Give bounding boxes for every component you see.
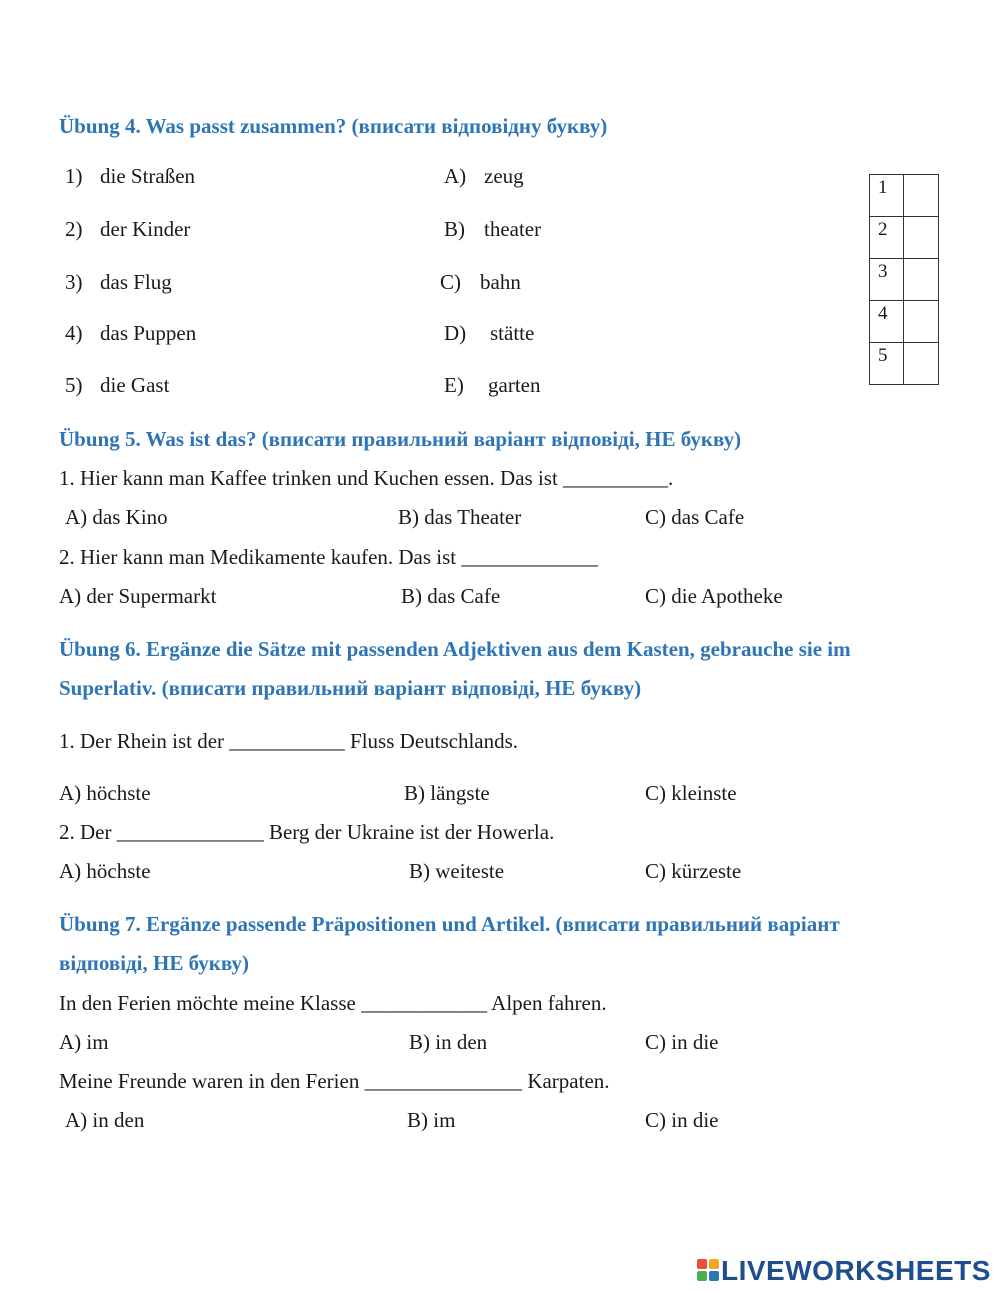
answer-grid-number: 3 [870,259,904,301]
ex5-q2-option-b: B) das Cafe [401,584,501,608]
ex4-right-item: zeug [484,164,524,188]
ex4-right-item: theater [484,217,542,241]
ex4-right-letter: A) [444,164,467,188]
liveworksheets-logo-text: LIVEWORKSHEETS [721,1255,991,1286]
ex4-left-item: der Kinder [100,217,191,241]
ex7-q2-option-a: A) in den [65,1108,145,1132]
ex6-question-1: 1. Der Rhein ist der ___________ Fluss Deutschlands. [59,729,519,753]
answer-grid-row [870,301,939,343]
ex4-left-item: die Straßen [100,164,196,188]
ex7-question-2: Meine Freunde waren in den Ferien _______________ Karpaten. [59,1069,610,1093]
ex6-q2-option-a: A) höchste [59,859,151,883]
answer-grid-number: 1 [870,175,904,217]
logo-square-blue [709,1271,719,1281]
ex5-q2-option-c: C) die Apotheke [645,584,783,608]
ex5-q1-option-c: C) das Cafe [645,505,745,529]
ex4-right-letter: D) [444,321,467,345]
ex5-q1-option-b: B) das Theater [398,505,522,529]
answer-slot-4[interactable] [904,301,939,343]
ex4-right-letter: E) [444,373,464,397]
ex6-q1-option-b: B) längste [404,781,490,805]
ex7-q1-option-a: A) im [59,1030,109,1054]
ex4-right-letter: B) [444,217,465,241]
ex6-q2-option-b: B) weiteste [409,859,505,883]
answer-grid-number: 2 [870,217,904,259]
ex4-left-num: 1) [65,164,83,188]
ex4-right-item: garten [488,373,541,397]
answer-slot-3[interactable] [904,259,939,301]
ex4-left-item: das Flug [100,270,172,294]
ex5-question-2: 2. Hier kann man Medikamente kaufen. Das ist _____________ [59,545,598,569]
answer-slot-1[interactable] [904,175,939,217]
ex5-q2-option-a: A) der Supermarkt [59,584,217,608]
ex4-left-num: 2) [65,217,83,241]
ex6-q1-option-c: C) kleinste [645,781,737,805]
logo-square-green [697,1271,707,1281]
answer-slot-5[interactable] [904,343,939,385]
ex7-question-1: In den Ferien möchte meine Klasse ____________ Alpen fahren. [59,991,607,1015]
ex4-left-item: die Gast [100,373,170,397]
ex4-left-num: 5) [65,373,83,397]
ex7-q1-option-b: B) in den [409,1030,488,1054]
answer-grid-number: 4 [870,301,904,343]
ex6-q1-option-a: A) höchste [59,781,151,805]
answer-grid-row [870,343,939,385]
ex7-q2-option-b: B) im [407,1108,456,1132]
ex4-left-num: 3) [65,270,83,294]
logo-square-orange [709,1259,719,1269]
ex6-heading-line-1: Übung 6. Ergänze die Sätze mit passenden Adjektiven aus dem Kasten, gebrauche sie im [59,637,851,661]
ex5-question-1: 1. Hier kann man Kaffee trinken und Kuchen essen. Das ist __________. [59,466,674,490]
ex7-q1-option-c: C) in die [645,1030,719,1054]
ex6-q2-option-c: C) kürzeste [645,859,742,883]
answer-slot-2[interactable] [904,217,939,259]
ex4-answer-grid [869,174,939,385]
ex4-right-item: bahn [480,270,521,294]
ex7-q2-option-c: C) in die [645,1108,719,1132]
answer-grid-row [870,217,939,259]
ex6-heading-line-2: Superlativ. (вписати правильний варіант відповіді, НЕ букву) [59,676,642,700]
ex4-left-num: 4) [65,321,83,345]
ex7-heading-line-2: відповіді, НЕ букву) [59,951,250,975]
liveworksheets-logo-icon [697,1259,719,1281]
logo-square-red [697,1259,707,1269]
ex5-heading: Übung 5. Was ist das? (вписати правильний варіант відповіді, НЕ букву) [59,427,742,451]
ex4-right-item: stätte [490,321,535,345]
ex5-q1-option-a: A) das Kino [65,505,168,529]
ex4-heading: Übung 4. Was passt zusammen? (вписати відповідну букву) [59,114,608,138]
answer-grid-row [870,259,939,301]
ex4-left-item: das Puppen [100,321,197,345]
answer-grid-number: 5 [870,343,904,385]
ex4-right-letter: C) [440,270,461,294]
ex7-heading-line-1: Übung 7. Ergänze passende Präpositionen und Artikel. (вписати правильний варіант [59,912,840,936]
ex6-question-2: 2. Der ______________ Berg der Ukraine ist der Howerla. [59,820,555,844]
answer-grid-row [870,175,939,217]
